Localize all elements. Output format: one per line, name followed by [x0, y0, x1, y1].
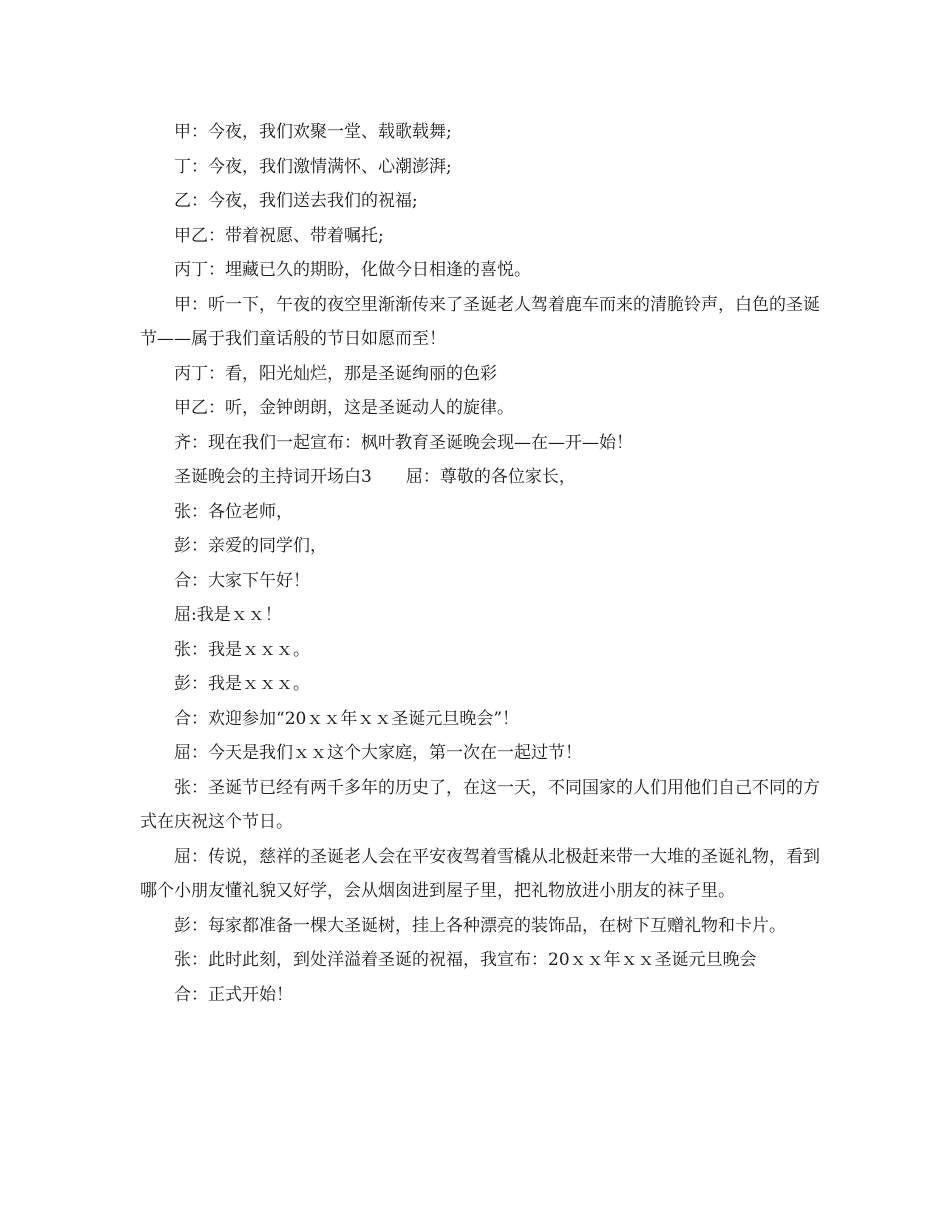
paragraph: 屈：今天是我们ｘｘ这个大家庭，第一次在一起过节！ [174, 743, 582, 763]
paragraph: 甲：听一下，午夜的夜空里渐渐传来了圣诞老人驾着鹿车而来的清脆铃声，白色的圣诞节——属于我们童话般的节日如愿而至！ [140, 294, 820, 349]
paragraph: 彭：亲爱的同学们， [174, 536, 327, 556]
paragraph: 甲乙：听，金钟朗朗，这是圣诞动人的旋律。 [174, 398, 514, 418]
paragraph: 张：圣诞节已经有两千多年的历史了，在这一天，不同国家的人们用他们自己不同的方式在庆祝这个节日。 [140, 777, 820, 832]
document-body [140, 115, 820, 1012]
paragraph: 齐：现在我们一起宣布：枫叶教育圣诞晚会现—在—开—始！ [174, 432, 633, 453]
paragraph: 彭：我是ｘｘｘ。 [174, 674, 310, 694]
paragraph: 合：正式开始！ [174, 984, 293, 1005]
paragraph: 屈：传说，慈祥的圣诞老人会在平安夜驾着雪橇从北极赶来带一大堆的圣诞礼物，看到哪个小朋友懂礼貌又好学，会从烟囱进到屋子里，把礼物放进小朋友的袜子里。 [140, 846, 820, 901]
paragraph: 彭：每家都准备一棵大圣诞树，挂上各种漂亮的装饰品，在树下互赠礼物和卡片。 [174, 915, 786, 936]
paragraph: 圣诞晚会的主持词开场白3 屈：尊敬的各位家长， [174, 467, 576, 487]
paragraph: 张：此时此刻，到处洋溢着圣诞的祝福，我宣布：20ｘｘ年ｘｘ圣诞元旦晚会 [174, 950, 757, 970]
paragraph: 乙：今夜，我们送去我们的祝福; [174, 191, 418, 211]
paragraph: 丙丁：看，阳光灿烂，那是圣诞绚丽的色彩 [174, 363, 497, 384]
paragraph: 张：各位老师， [174, 501, 293, 522]
paragraph: 丁：今夜，我们激情满怀、心潮澎湃; [174, 156, 452, 177]
paragraph: 甲乙：带着祝愿、带着嘱托; [174, 225, 384, 246]
paragraph: 合：欢迎参加“20ｘｘ年ｘｘ圣诞元旦晚会”！ [174, 708, 520, 729]
paragraph: 张：我是ｘｘｘ。 [174, 639, 310, 660]
paragraph: 合：大家下午好！ [174, 570, 310, 591]
paragraph: 屈:我是ｘｘ！ [174, 605, 282, 625]
paragraph: 丙丁：埋藏已久的期盼，化做今日相逢的喜悦。 [174, 260, 531, 280]
paragraph: 甲：今夜，我们欢聚一堂、载歌载舞; [174, 122, 452, 142]
